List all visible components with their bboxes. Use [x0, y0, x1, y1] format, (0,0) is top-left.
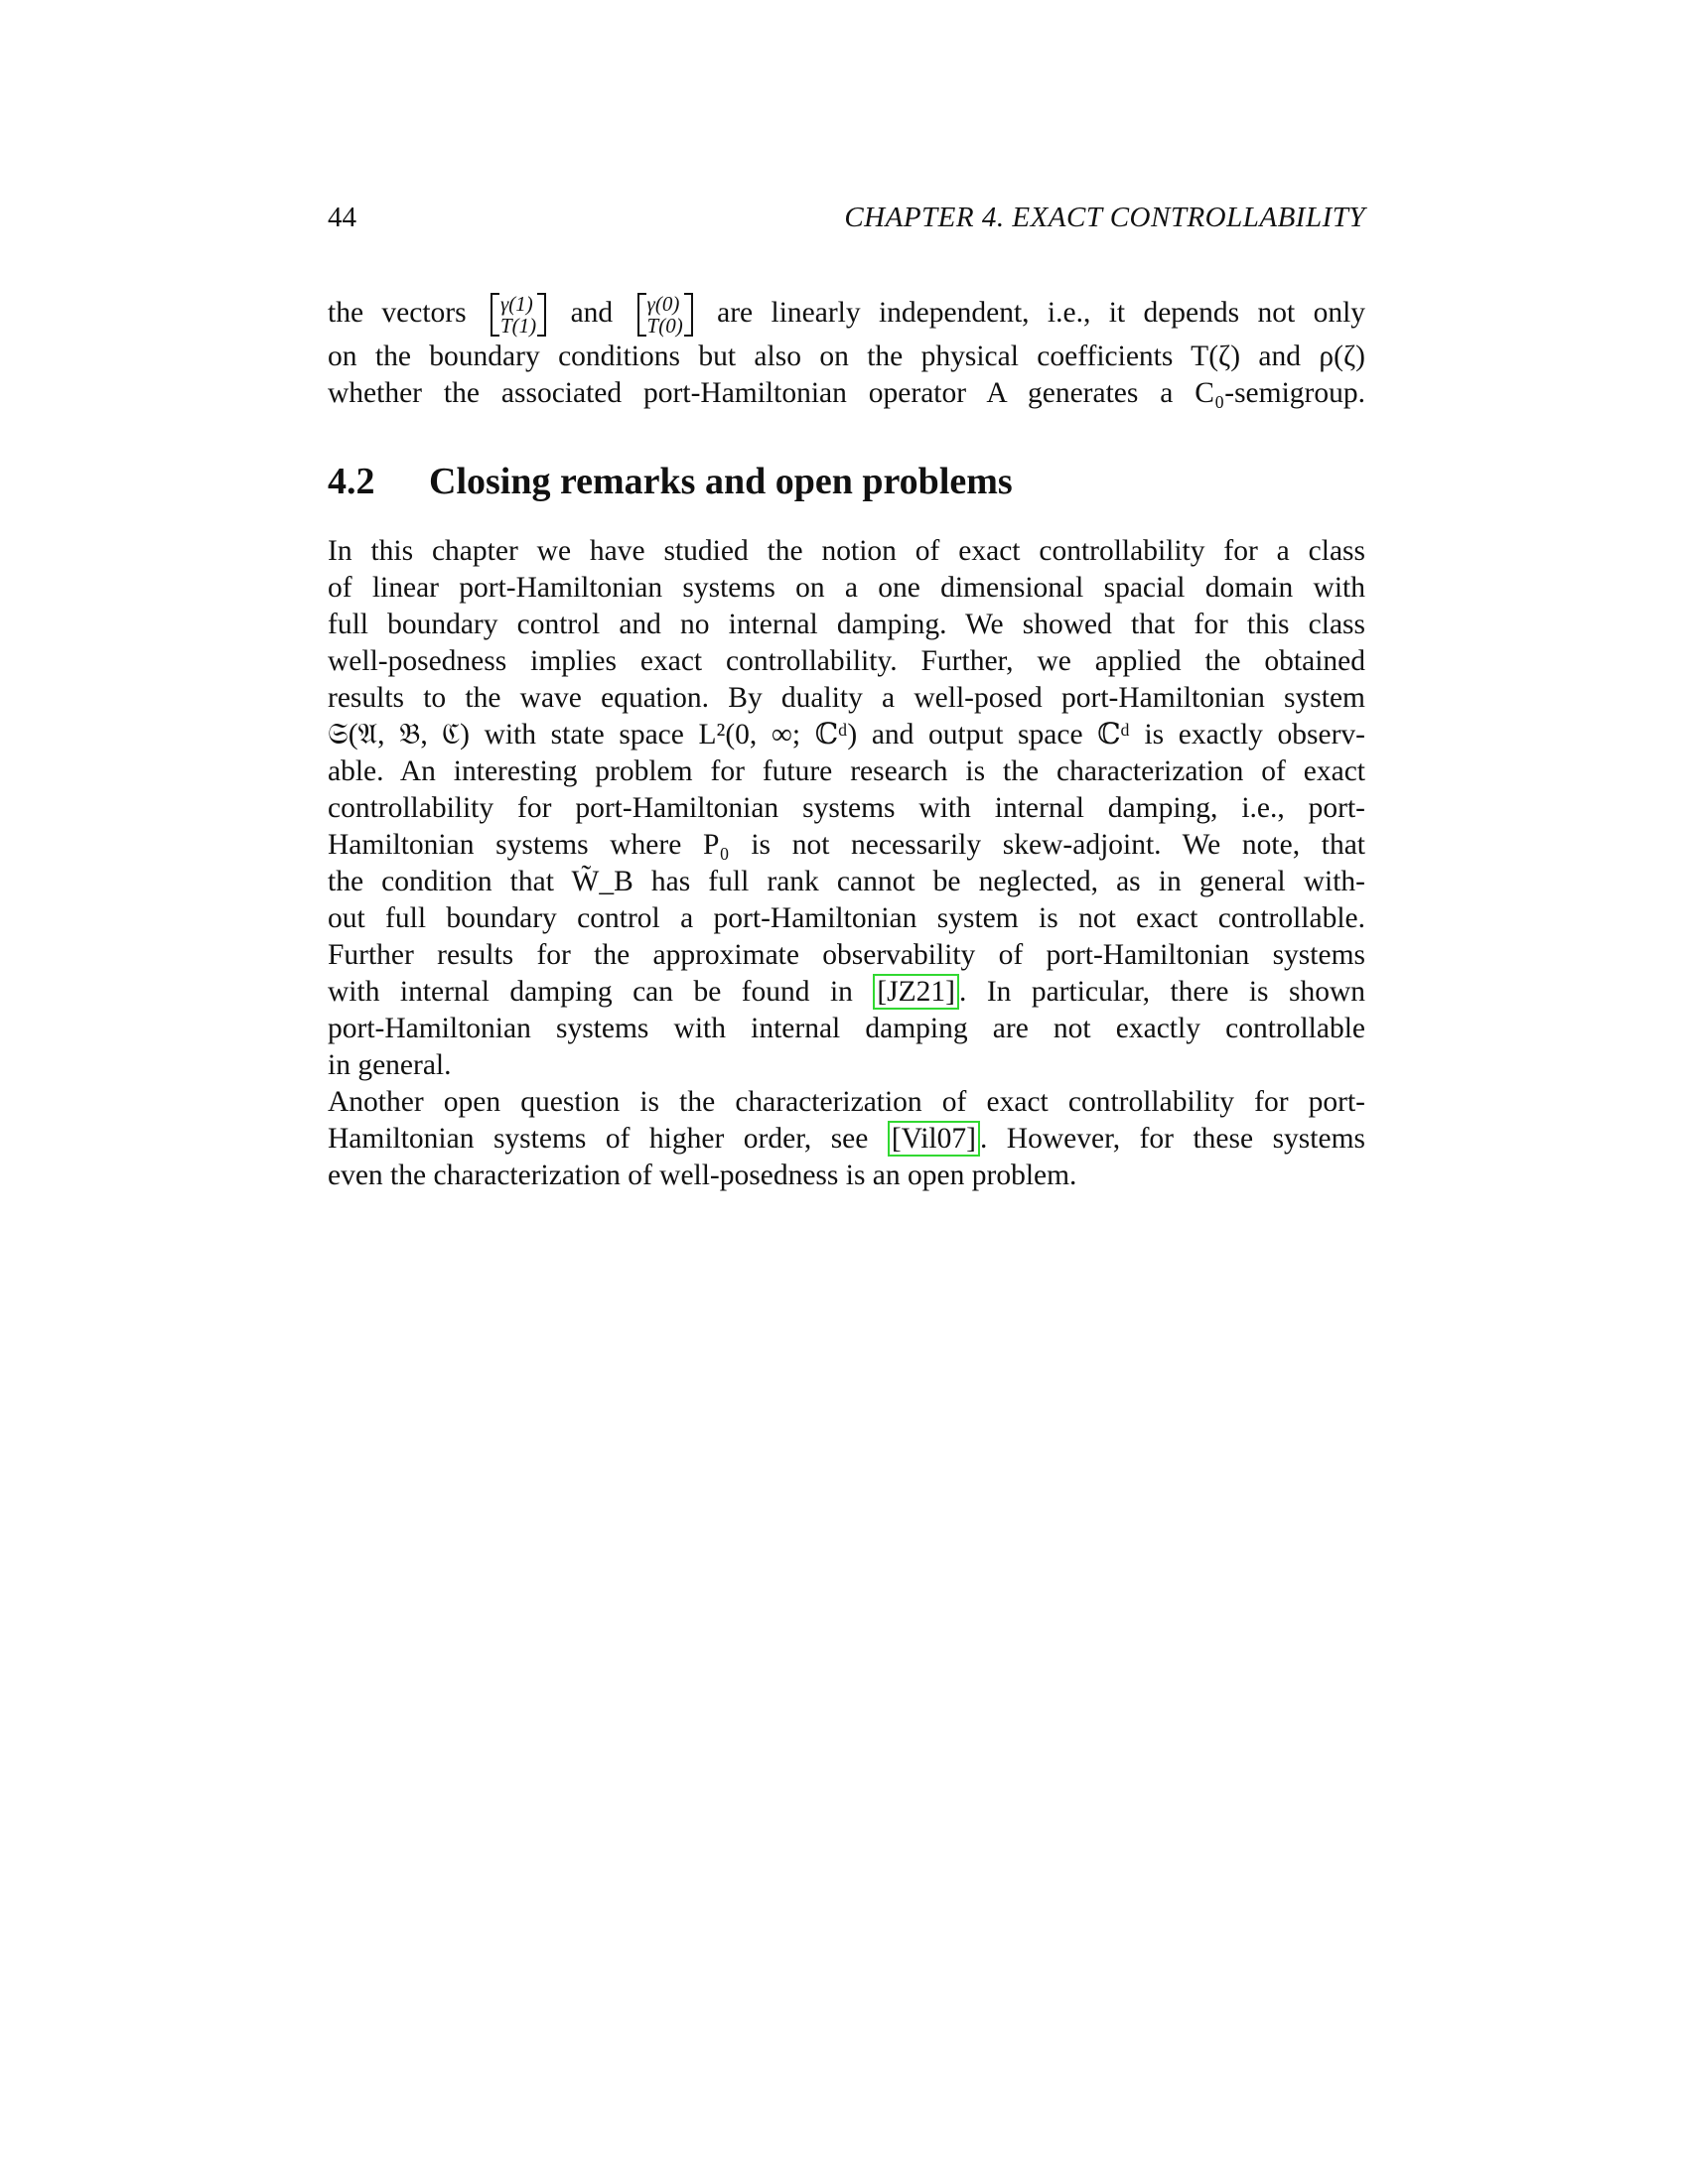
- p1-line: Hamiltonian systems where P₀ is not necessarily skew-adjoint. We note, that: [328, 829, 1365, 861]
- p1-line: the condition that W̃_B has full rank cannot be neglected, as in general with-: [328, 866, 1365, 897]
- intro-line-1-mid: and: [570, 297, 614, 329]
- vector-gamma0-T0: γ(0) T(0): [637, 293, 693, 337]
- p1-line: port-Hamiltonian systems with internal damping are not exactly controllable: [328, 1013, 1365, 1044]
- vector-gamma1-T1: γ(1) T(1): [491, 293, 546, 337]
- p1-line: In this chapter we have studied the notion of exact controllability for a class: [328, 535, 1365, 567]
- p1-line: with internal damping can be found in [JZ21] . In particular, there is shown: [328, 976, 1365, 1008]
- p1-line: well-posedness implies exact controllability. Further, we applied the obtained: [328, 645, 1365, 677]
- running-head: CHAPTER 4. EXACT CONTROLLABILITY: [844, 202, 1365, 233]
- p2-line: even the characterization of well-posedness is an open problem.: [328, 1160, 1077, 1191]
- p1-line: controllability for port-Hamiltonian systems with internal damping, i.e., port-: [328, 792, 1365, 824]
- p1-line: 𝔖(𝔄, 𝔅, ℭ) with state space L²(0, ∞; ℂᵈ) and output space ℂᵈ is exactly observ-: [328, 719, 1365, 751]
- page-header: [328, 202, 1365, 241]
- section-title: Closing remarks and open problems: [429, 461, 1013, 502]
- section-heading: [328, 460, 1013, 503]
- citation-link[interactable]: [Vil07]: [888, 1121, 980, 1157]
- intro-line-1-pre: the vectors: [328, 297, 467, 329]
- p1-line: full boundary control and no internal damping. We showed that for this class: [328, 609, 1365, 640]
- p2-line: Another open question is the characterization of exact controllability for port-: [328, 1086, 1365, 1118]
- p2-line: Hamiltonian systems of higher order, see [Vil07] . However, for these systems: [328, 1123, 1366, 1155]
- p1-line: of linear port-Hamiltonian systems on a one dimensional spacial domain with: [328, 572, 1365, 604]
- p1-line: able. An interesting problem for future research is the characterization of exact: [328, 755, 1365, 787]
- p1-line: results to the wave equation. By duality a well-posed port-Hamiltonian system: [328, 682, 1365, 714]
- section-number: 4.2: [328, 461, 375, 502]
- page-number: 44: [328, 202, 356, 233]
- p1-line: out full boundary control a port-Hamiltonian system is not exact controllable.: [328, 902, 1365, 934]
- p1-line: in general.: [328, 1049, 452, 1081]
- intro-line-2: on the boundary conditions but also on the physical coefficients T(ζ) and ρ(ζ): [328, 341, 1365, 372]
- p1-line: Further results for the approximate observability of port-Hamiltonian systems: [328, 939, 1365, 971]
- intro-line-3: whether the associated port-Hamiltonian operator A generates a C₀-semigroup.: [328, 377, 1365, 409]
- intro-line-1-post: are linearly independent, i.e., it depends not only: [717, 297, 1366, 329]
- intro-line-1: [328, 283, 1365, 342]
- citation-link[interactable]: [JZ21]: [873, 974, 959, 1010]
